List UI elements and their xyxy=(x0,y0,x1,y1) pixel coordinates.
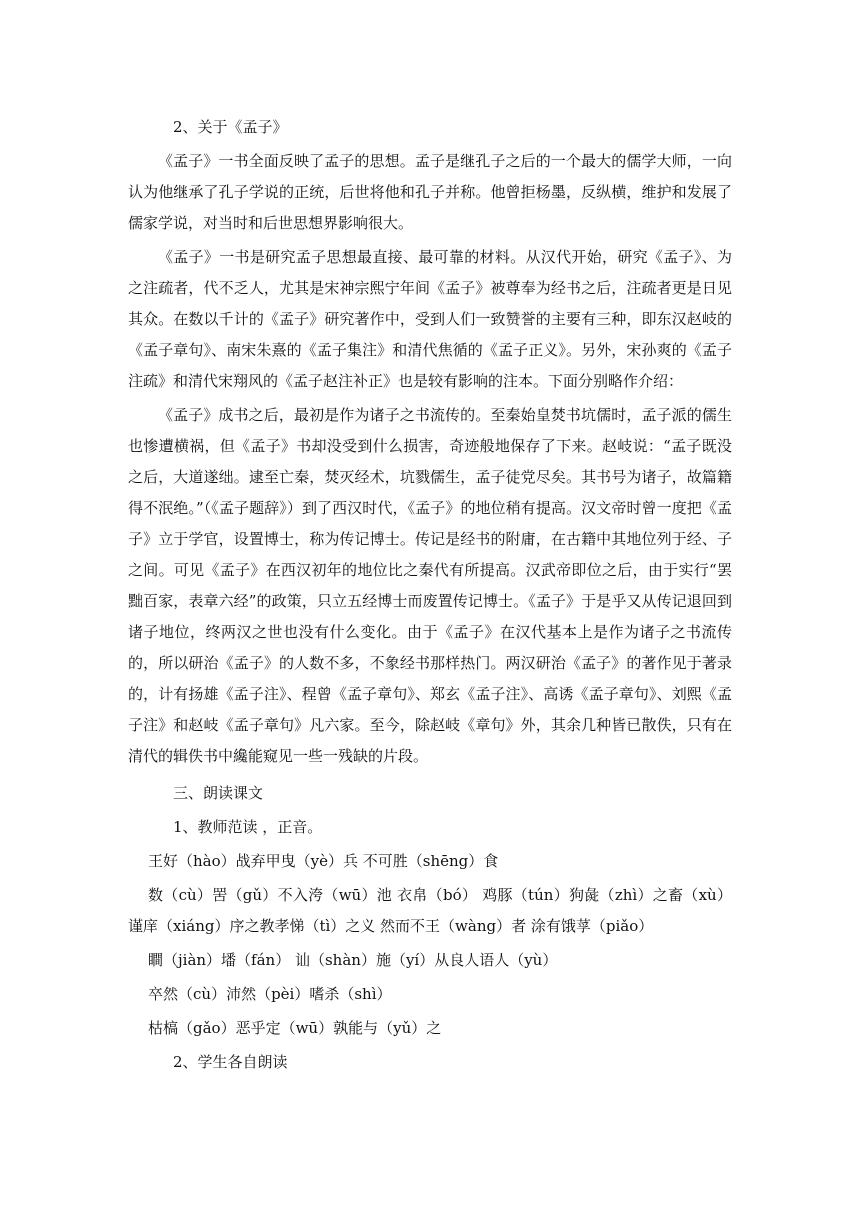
pinyin-line-3: 瞷（jiàn）墦（fán） 讪（shàn）施（yí）从良人语人（yù） xyxy=(148,951,558,969)
section-heading-reading: 三、朗读课文 xyxy=(173,784,264,802)
pinyin-item-shunengyu: 孰能与（yǔ）之 xyxy=(333,1019,442,1037)
paragraph-mencius-transmission: 《孟子》成书之后，最初是作为诸子之书流传的。至秦始皇焚书坑儒时，孟子派的儒生也惨遭横祸，但《孟子》书却没受到什么损害，奇迹般地保存了下来。赵岐说：“孟子既没之后，大道遂绌。逮至亡秦，焚灭经术，坑戮儒生，孟子徒党尽矣。其书号为诸子，故篇籍得不泯绝。”（《孟子题辞》）到了西汉时代，《孟子》的地位稍有提高。汉文帝时曾一度把《孟子》立于学官，设置博士，称为传记博士。传记是经书的附庸，在古籍中其地位列于经、子之间。可见《孟子》在西汉初年的地位比之秦代有所提高。汉武帝即位之后，由于实行“罢黜百家，表章六经”的政策，只立五经博士而废置传记博士。《孟子》于是乎又从传记退回到诸子地位，终两汉之世也没有什么变化。由于《孟子》在汉代基本上是作为诸子之书流传的，所以研治《孟子》的人数不多，不象经书那样热门。两汉研治《孟子》的著作见于著录的，计有扬雄《孟子注》、程曾《孟子章句》、郑玄《孟子注》、高诱《孟子章句》、刘熙《孟子注》和赵岐《孟子章句》凡六家。至今，除赵岐《章句》外，其余几种皆已散佚，只有在清代的辑佚书中纔能窥见一些一残缺的片段。 xyxy=(128,406,732,765)
pinyin-item-cuoran: 卒然（cù） xyxy=(148,985,227,1003)
document-page xyxy=(128,112,732,1078)
pinyin-line-5 xyxy=(128,1013,732,1044)
pinyin-line-1: 王好（hào）战弃甲曳（yè）兵 不可胜（shēng）食 xyxy=(148,852,499,870)
paragraph-mencius-commentaries: 《孟子》一书是研究孟子思想最直接、最可靠的材料。从汉代开始，研究《孟子》、为之注疏者，代不乏人，尤其是宋神宗熙宁年间《孟子》被尊奉为经书之后，注疏者更是日见其众。在数以千计的《孟子》研究著作中，受到人们一致赞誉的主要有三种，即东汉赵岐的《孟子章句》、南宋朱熹的《孟子集注》和清代焦循的《孟子正义》。另外，宋孙爽的《孟子注疏》和清代宋翔风的《孟子赵注补正》也是较有影响的注本。下面分别略作介绍： xyxy=(128,248,732,390)
pinyin-line-2: 数（cù）罟（gǔ）不入洿（wū）池 衣帛（bó） 鸡豚（tún）狗彘（zhì）之畜（xù） 谨庠（xiáng）序之教孝悌（tì）之义 然而不王（wàng）者 涂有饿莩（piǎo） xyxy=(128,886,732,935)
pinyin-item-peiran: 沛然（pèi） xyxy=(226,985,310,1003)
subheading-teacher-reading: 1、教师范读 ，正音。 xyxy=(173,818,323,836)
pinyin-item-kugao: 枯槁（gǎo） xyxy=(148,1019,236,1037)
subheading-student-reading: 2、学生各自朗读 xyxy=(173,1053,288,1071)
section-heading-about-mencius: 2、关于《孟子》 xyxy=(173,118,288,136)
pinyin-line-4 xyxy=(128,979,732,1010)
pinyin-item-wuhuding: 恶乎定（wū） xyxy=(235,1019,334,1037)
pinyin-item-shisha: 嗜杀（shì） xyxy=(309,985,392,1003)
paragraph-mencius-overview: 《孟子》一书全面反映了孟子的思想。孟子是继孔子之后的一个最大的儒学大师，一向认为他继承了孔子学说的正统，后世将他和孔子并称。他曾拒杨墨，反纵横，维护和发展了儒家学说，对当时和后世思想界影响很大。 xyxy=(128,152,732,232)
